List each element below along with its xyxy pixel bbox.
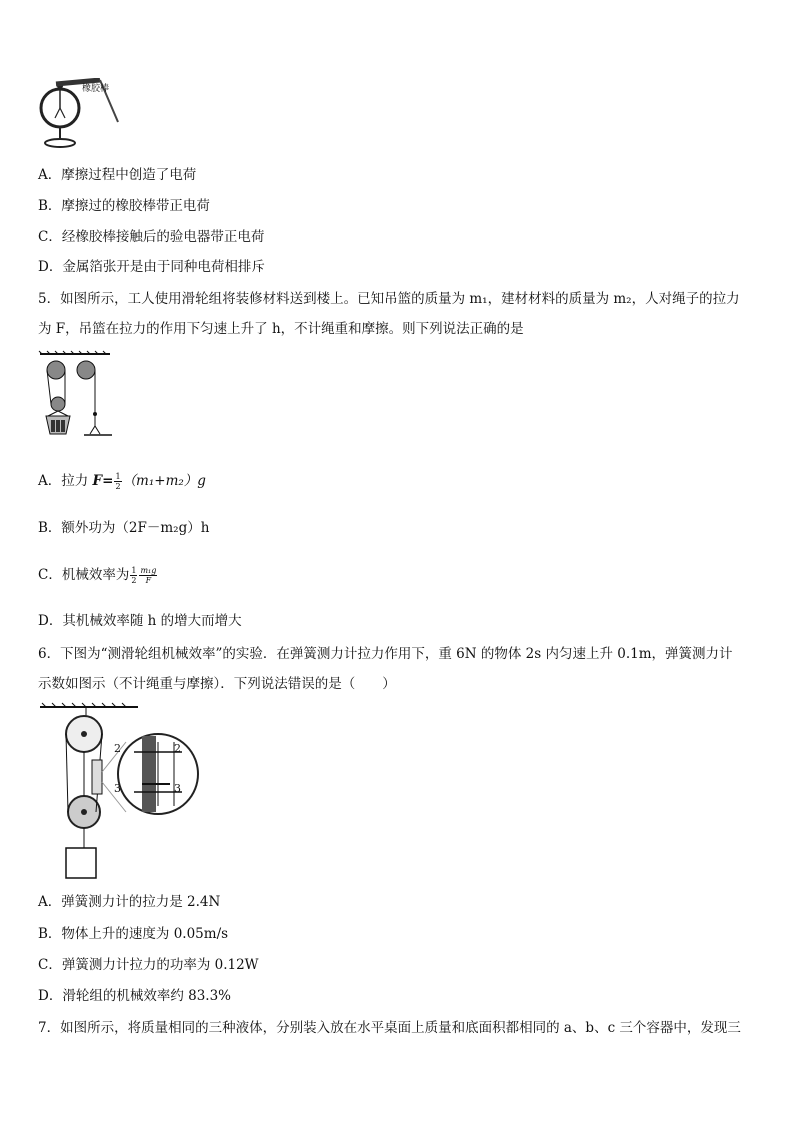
q4-option-b: B．摩擦过的橡胶棒带正电荷: [38, 198, 210, 214]
q4-option-d: D．金属箔张开是由于同种电荷相排斥: [38, 259, 265, 275]
q5-stem-line2: 为 F，吊篮在拉力的作用下匀速上升了 h，不计绳重和摩擦。则下列说法正确的是: [38, 321, 524, 337]
q4-option-a: A．摩擦过程中创造了电荷: [38, 167, 197, 183]
scale-mark-2-right: 2: [174, 742, 181, 755]
q6-option-d: D．滑轮组的机械效率约 83.3%: [38, 988, 232, 1004]
q5-option-a-formula: F=: [92, 473, 114, 489]
scale-mark-3-left: 3: [114, 782, 121, 795]
fraction-denominator: 2: [131, 576, 137, 585]
q6-option-c: C．弹簧测力计拉力的功率为 0.12W: [38, 957, 259, 973]
scale-mark-2-left: 2: [114, 742, 121, 755]
fraction-numerator: 1: [131, 566, 137, 575]
scale-mark-3-right: 3: [174, 782, 181, 795]
half-fraction: [130, 566, 137, 585]
rubber-rod-label: 橡胶棒: [82, 84, 110, 94]
q6-stem-line1: 6．下图为“测滑轮组机械效率”的实验．在弹簧测力计拉力作用下，重 6N 的物体 2s 内匀速上升 0.1m，弹簧测力计: [38, 646, 733, 662]
q5-stem-line1: 5．如图所示，工人使用滑轮组将装修材料送到楼上。已知吊篮的质量为 m₁，建材材料的质量为 m₂，人对绳子的拉力: [38, 291, 740, 307]
q5-option-a: [38, 472, 206, 491]
q5-option-b: B．额外功为（2F－m₂g）h: [38, 520, 210, 536]
fraction-denominator: F: [145, 576, 152, 585]
efficiency-fraction: [139, 566, 157, 585]
q7-stem-line1: 7．如图所示，将质量相同的三种液体，分别装入放在水平桌面上质量和底面积都相同的 a、b、c 三个容器中，发现三: [38, 1020, 741, 1036]
q6-option-a: A．弹簧测力计的拉力是 2.4N: [38, 894, 221, 910]
q5-option-c-prefix: C．机械效率为: [38, 567, 130, 583]
fraction-denominator: 2: [115, 482, 121, 491]
half-fraction: [114, 472, 121, 491]
pulley-system-figure: [38, 350, 118, 445]
q5-option-c: [38, 566, 158, 585]
q6-stem-line2: 示数如图示（不计绳重与摩擦）．下列说法错误的是（ ）: [38, 676, 396, 692]
fraction-numerator: 1: [115, 472, 121, 481]
q5-option-d: D．其机械效率随 h 的增大而增大: [38, 613, 242, 629]
q6-option-b: B．物体上升的速度为 0.05m/s: [38, 926, 229, 942]
q5-option-a-rest: （m₁+m₂）g: [122, 473, 206, 489]
q5-option-a-prefix: A．拉力: [38, 473, 93, 489]
fraction-numerator: m₁g: [140, 566, 157, 575]
q4-option-c: C．经橡胶棒接触后的验电器带正电荷: [38, 229, 265, 245]
